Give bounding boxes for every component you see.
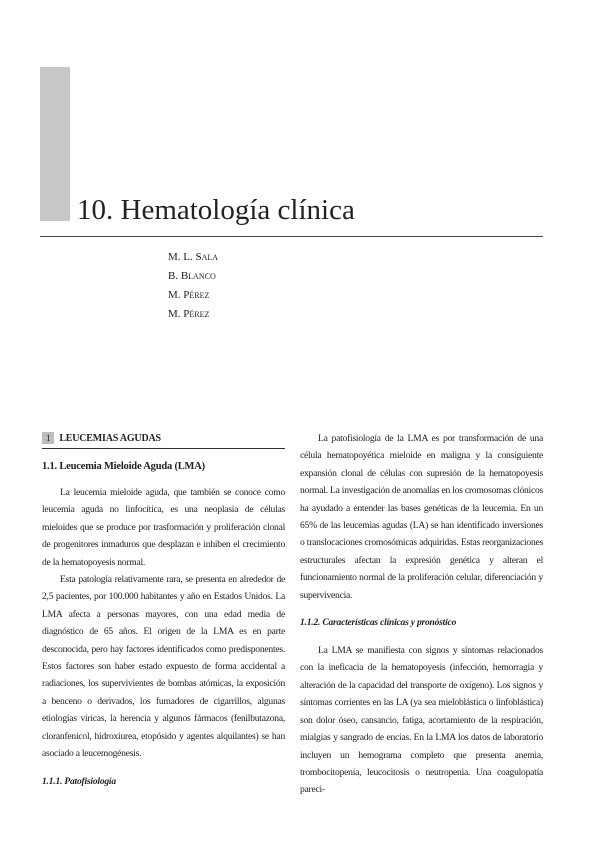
author-name: M. Pérez <box>168 308 210 320</box>
section-number: 1 <box>42 432 54 444</box>
chapter-title: 10. Hematología clínica <box>77 194 355 226</box>
right-column <box>300 430 543 799</box>
body-paragraph: La patofisiología de la LMA es por transformación de una célula hematopoyética mieloide en maligna y la consiguiente expansión clonal de células con supresión de la hematopoyesis normal. La investigación de anomalías en los cromosomas clónicos ha ayudado a entender las bases genéticas de la leucemia. En un 65% de las leucemias agudas (LA) se han identificado inversiones o translocaciones cromosómicas adquiridas. Estas reorganizaciones estructurales afectan la expresión genética y alteran el funcionamiento normal de la proliferación celular, diferenciación y supervivencia. <box>300 433 543 601</box>
section-title: LEUCEMIAS AGUDAS <box>59 432 161 444</box>
author-name: M. Pérez <box>168 289 210 301</box>
chapter-side-bar <box>40 67 70 221</box>
body-paragraph: Esta patología relativamente rara, se presenta en alrededor de 2,5 pacientes, por 100.000 habitantes y año en Estados Unidos. La LMA afecta a personas mayores, con una edad media de diagnóstico de 65 años. El origen de la LMA es en parte desconocida, pero hay factores identificados como predisponentes. Estos factores son haber estado expuesto de forma accidental a radiaciones, los supervivientes de bombas atómicas, la exposición a benceno o derivados, los fumadores de cigarrillos, algunas etiologías víricas, la herencia y algunos fármacos (fenilbutazona, cloranfenicol, hidroxiurea, etopósido y agentes alquilantes) se han asociado a leucemogénesis. <box>42 574 285 760</box>
subsubsection-heading: 1.1.2. Características clínicas y pronóstico <box>300 618 457 629</box>
body-paragraph: La LMA se manifiesta con signos y síntomas relacionados con la ineficacia de la hematopoyesis (infección, hemorragia y alteración de la capacidad del transporte de oxígeno). Los signos y síntomas corrientes en las LA (ya sea mieloblástica o linfoblástica) son dolor óseo, cansancio, fatiga, acortamiento de la respiración, mialgias y sangrado de encías. En la LMA los datos de laboratorio incluyen un hemograma completo que presenta anemia, trombocitopenia, leucocitosis o neutropenia. Una coagulopatía pareci- <box>300 645 543 796</box>
author-list <box>168 248 218 324</box>
title-rule <box>40 236 543 237</box>
author-name: B. Blanco <box>168 270 216 282</box>
left-column <box>42 430 285 787</box>
section-heading <box>42 430 285 449</box>
body-paragraph: La leucemia mieloide aguda, que también se conoce como leucemia aguda no linfocítica, es una neoplasia de células mieloides que se produce por trasformación y proliferación clonal de progenitores inmaduros que desplazan e inhiben el crecimiento de la hematopoyesis normal. <box>42 487 285 568</box>
subsubsection-heading: 1.1.1. Patofisiología <box>42 776 116 787</box>
subsection-heading: 1.1. Leucemia Mieloide Aguda (LMA) <box>42 461 205 472</box>
author-name: M. L. Sala <box>168 251 219 263</box>
